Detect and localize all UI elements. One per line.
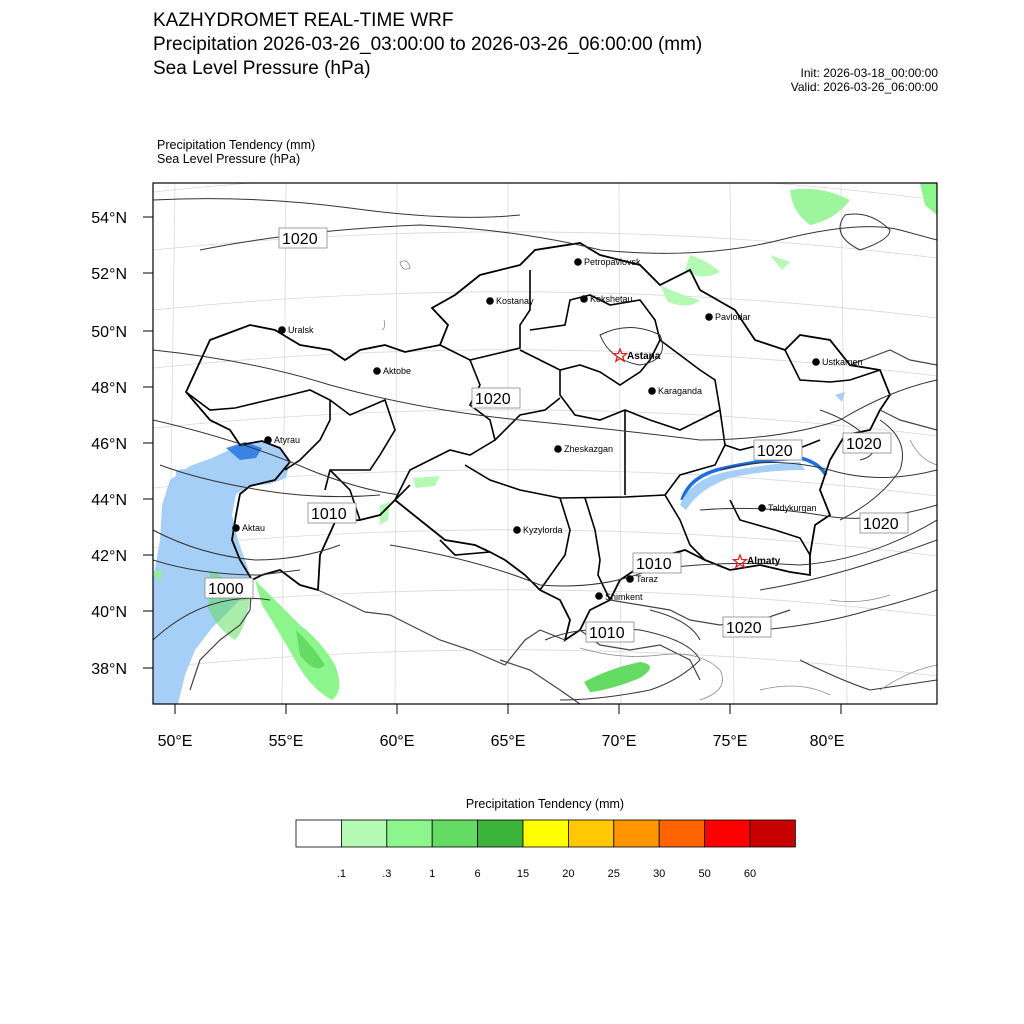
svg-text:Atyrau: Atyrau [274,435,301,445]
svg-text:Kyzylorda: Kyzylorda [523,525,563,535]
svg-text:1010: 1010 [311,506,347,523]
lat-label-46: 46°N [91,436,127,453]
colorbar-title: Precipitation Tendency (mm) [465,797,625,811]
colorbar-tick-label: 20 [562,868,575,880]
city-aktobe [373,366,411,376]
colorbar-tick-label: .3 [382,868,392,880]
svg-text:1010: 1010 [589,625,625,642]
lon-label-55: 55°E [268,733,304,750]
colorbar-tick-label: 1 [429,868,436,880]
isobar-label [279,228,327,248]
svg-text:Petropavlovsk: Petropavlovsk [584,257,641,267]
lake-balkhash [682,458,826,500]
svg-text:1020: 1020 [846,436,882,453]
lat-label-38: 38°N [91,661,127,678]
svg-text:Ustkamen: Ustkamen [822,357,863,367]
city-karaganda [648,386,702,396]
colorbar-labels [337,868,756,880]
city-ustkamen [812,357,862,367]
svg-text:Aktobe: Aktobe [383,366,412,376]
svg-text:Shimkent: Shimkent [605,592,643,602]
isobar-label [860,513,908,533]
colorbar-swatch [750,820,795,847]
colorbar-tick-label: 6 [474,868,481,880]
lon-label-75: 75°E [712,733,748,750]
lon-label-50: 50°E [157,733,193,750]
svg-text:Almaty: Almaty [747,556,781,567]
title-line-3: Sea Level Pressure (hPa) [153,58,371,79]
lon-label-70: 70°E [601,733,637,750]
city-shimkent [595,592,643,602]
svg-text:1020: 1020 [757,443,793,460]
title-line-1: KAZHYDROMET REAL-TIME WRF [153,10,454,31]
colorbar-swatch [432,820,477,847]
svg-text:Astana: Astana [627,351,661,362]
lat-label-40: 40°N [91,604,127,621]
lon-label-60: 60°E [379,733,415,750]
city-taldykurgan [758,503,816,513]
svg-text:1020: 1020 [863,516,899,533]
city-markers [232,257,862,602]
city-kyzylorda [513,525,562,535]
svg-text:1000: 1000 [208,581,244,598]
lon-label-80: 80°E [809,733,845,750]
svg-text:1020: 1020 [475,391,511,408]
city-uralsk [278,325,314,335]
lat-label-54: 54°N [91,210,127,227]
isobar-label [723,617,771,637]
colorbar-swatch [296,820,341,847]
city-pavlodar [705,312,750,322]
lat-label-48: 48°N [91,380,127,397]
colorbar-swatch [705,820,750,847]
colorbar [296,820,795,847]
lat-label-52: 52°N [91,266,127,283]
city-almaty [734,555,781,567]
city-taraz [626,574,658,584]
colorbar-tick-label: 15 [516,868,530,880]
colorbar-swatch [614,820,659,847]
colorbar-swatch [341,820,386,847]
colorbar-swatch [387,820,432,847]
colorbar-tick-label: 60 [743,868,757,880]
svg-text:1010: 1010 [636,556,672,573]
isobar-label [633,553,681,573]
isobar-label [205,578,253,598]
isobar-label [754,440,802,460]
terrain-contours [382,261,937,700]
lat-label-42: 42°N [91,548,127,565]
city-kostanay [486,296,534,306]
isobar-label [586,622,634,642]
lon-label-65: 65°E [490,733,526,750]
svg-text:Pavlodar: Pavlodar [715,312,751,322]
init-time: Init: 2026-03-18_00:00:00 [800,66,938,80]
colorbar-swatch [478,820,523,847]
title-line-2: Precipitation 2026-03-26_03:00:00 to 2026-03-26_06:00:00 (mm) [153,34,703,55]
svg-text:1020: 1020 [726,620,762,637]
isobar-label [308,503,356,523]
valid-time: Valid: 2026-03-26_06:00:00 [790,80,938,94]
svg-text:Kostanay: Kostanay [496,296,534,306]
colorbar-tick-label: 30 [653,868,666,880]
svg-text:Zheskazgan: Zheskazgan [564,444,614,454]
svg-text:Taldykurgan: Taldykurgan [768,503,817,513]
colorbar-swatch [523,820,568,847]
colorbar-tick-label: 25 [607,868,620,880]
city-petropavlovsk [574,257,641,267]
colorbar-tick-label: 50 [698,868,711,880]
city-astana [614,349,661,362]
isobar-label [472,388,520,408]
svg-text:Uralsk: Uralsk [288,325,314,335]
colorbar-swatch [659,820,704,847]
lat-label-44: 44°N [91,492,127,509]
svg-text:Taraz: Taraz [636,574,659,584]
lat-label-50: 50°N [91,324,127,341]
field-label-precip: Precipitation Tendency (mm) [157,138,316,152]
isobar-label [843,433,891,453]
svg-text:Karaganda: Karaganda [658,386,703,396]
colorbar-swatch [568,820,613,847]
svg-text:1020: 1020 [282,231,318,248]
svg-text:Kokshetau: Kokshetau [590,294,633,304]
colorbar-tick-label: .1 [336,868,346,880]
svg-text:Aktau: Aktau [242,523,266,533]
city-aktau [232,523,265,533]
field-label-slp: Sea Level Pressure (hPa) [157,152,301,166]
city-zheskazgan [554,444,613,454]
